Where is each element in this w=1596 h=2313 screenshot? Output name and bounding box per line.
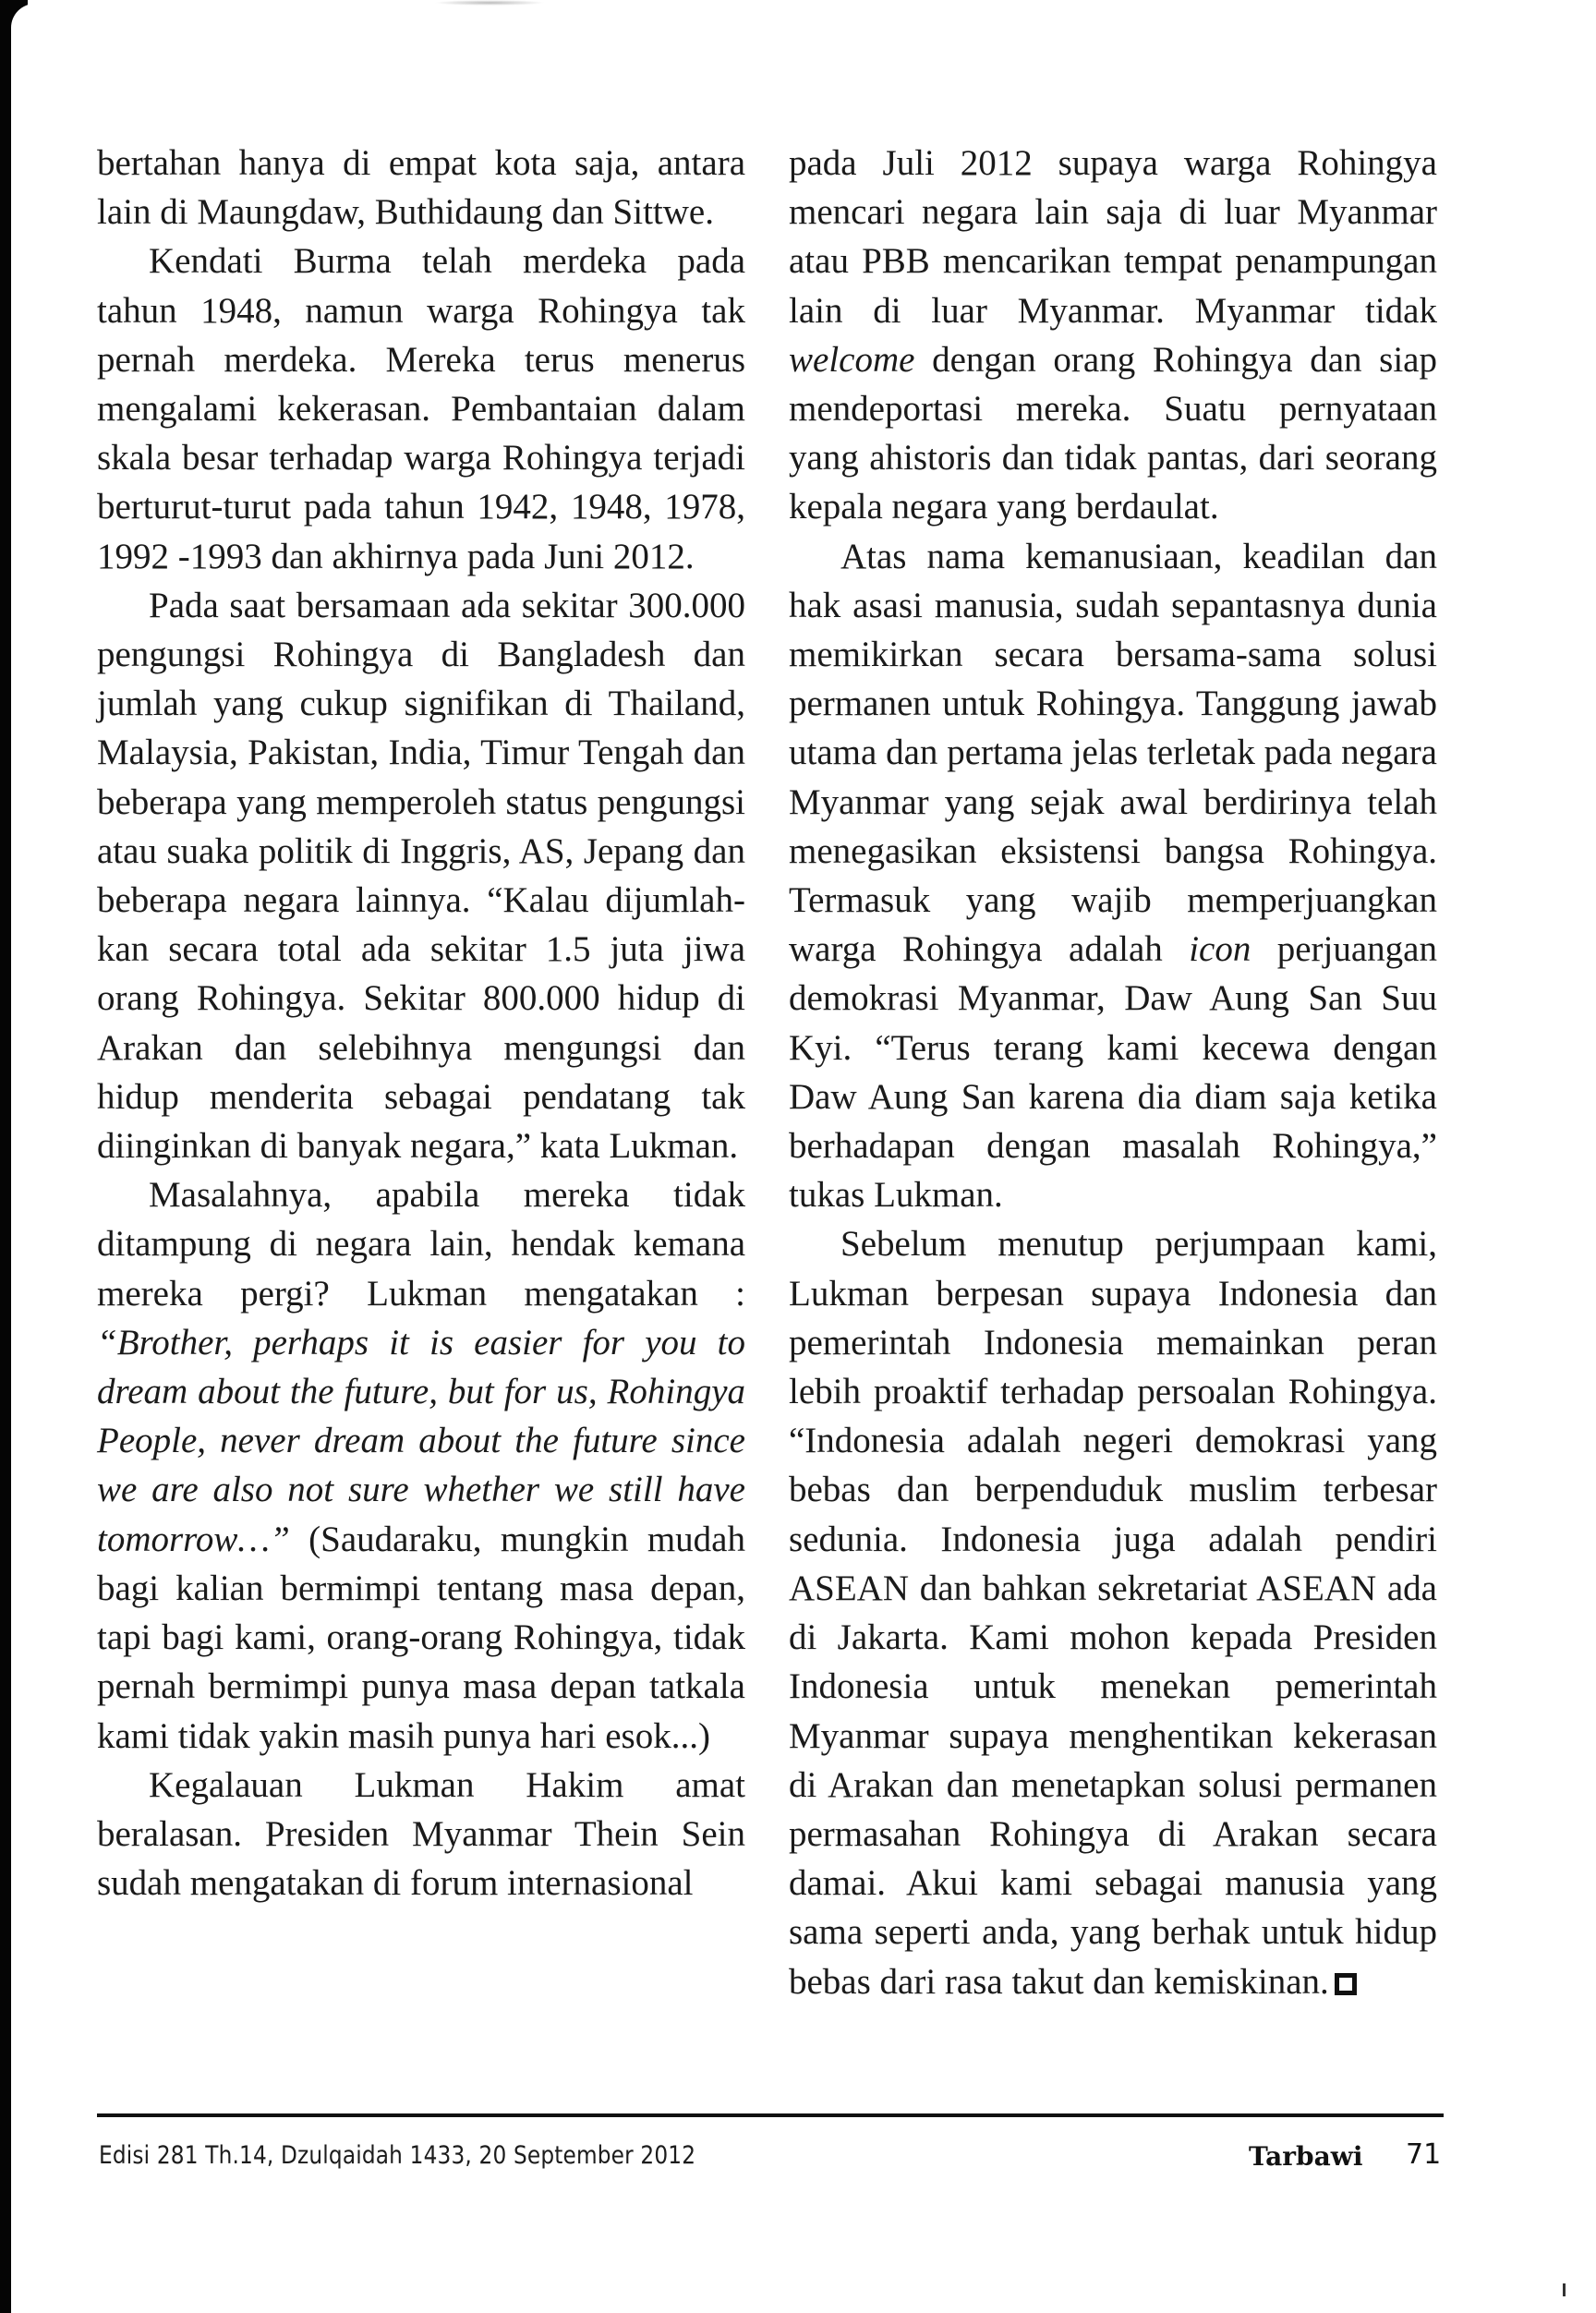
end-of-article-square-icon bbox=[1335, 1973, 1357, 1995]
paragraph: bertahan hanya di empat kota saja, antara lain di Maungdaw, Buthidaung dan Sittwe. bbox=[97, 143, 745, 233]
scan-mark bbox=[1563, 2283, 1566, 2296]
paragraph-text: Masalahnya, apabila mereka tidak ditampung di negara lain, hendak kemana mereka pergi? Lukman mengatakan : bbox=[97, 1175, 745, 1314]
paragraph: Kendati Burma telah merdeka pada tahun 1948, namun warga Rohingya tak pernah merdeka. Mereka terus menerus mengalami kekerasan. Pembantaian dalam skala besar terhadap warga Rohingya terjadi berturut-turut pada tahun 1942, 1948, 1978, 1992 -1993 dan akhirnya pada Juni 2012. bbox=[97, 241, 745, 576]
italic-term: welcome bbox=[789, 339, 915, 380]
paragraph-final bbox=[789, 1219, 1437, 2005]
footer-edition-info: Edisi 281 Th.14, Dzulqaidah 1433, 20 September 2012 bbox=[99, 2141, 696, 2170]
scan-border-left bbox=[0, 0, 11, 2313]
paragraph: Kegalauan Lukman Hakim amat beralasan. Presiden Myanmar Thein Sein sudah mengatakan di forum internasional bbox=[97, 1764, 745, 1904]
paragraph-text: perjuangan demokrasi Myanmar, Daw Aung San Suu Kyi. “Terus terang kami kecewa dengan Daw Aung San karena dia diam saja ketika berhadapan dengan masalah Rohingya,” tukas Lukman. bbox=[789, 929, 1437, 1216]
paragraph-text: Sebelum menutup perjumpaan kami, Lukman berpesan supaya Indonesia dan pemerintah Indonesia memainkan peran lebih proaktif terhadap persoalan Rohingya. “Indonesia adalah negeri demokrasi yang bebas dan berpenduduk muslim terbesar sedunia. Indonesia juga adalah pendiri ASEAN dan bahkan sekretariat ASEAN ada di Jakarta. Kami mohon kepada Presiden Indonesia untuk menekan pemerintah Myanmar supaya menghentikan kekerasan di Arakan dan menetapkan solusi permanen permasahan Rohingya di Arakan secara damai. Akui kami sebagai manusia yang sama seperti anda, yang berhak untuk hidup bebas dari rasa takut dan kemiskinan. bbox=[789, 1224, 1437, 2002]
paragraph-with-quote bbox=[97, 1170, 745, 1760]
article-column-left bbox=[97, 139, 745, 1907]
footer-magazine-name: Tarbawi bbox=[1249, 2141, 1363, 2172]
paragraph: Pada saat bersamaan ada sekitar 300.000 pengungsi Rohingya di Bangladesh dan jumlah yang cukup signifikan di Thailand, Malaysia, Pakistan, India, Timur Tengah dan beberapa yang memperoleh status pengungsi atau suaka politik di Inggris, AS, Jepang dan beberapa negara lainnya. “Kalau dijumlahkan secara total ada sekitar 1.5 juta jiwa orang Rohingya. Sekitar 800.000 hidup di Arakan dan selebihnya mengungsi dan hidup menderita sebagai pendatang tak diinginkan di banyak negara,” kata Lukman. bbox=[97, 585, 745, 1167]
paragraph-text: dengan orang Rohingya dan siap mendeportasi mereka. Suatu pernyataan yang ahistoris dan tidak pantas, dari seorang kepala negara yang berdaulat. bbox=[789, 339, 1437, 527]
page-number: 71 bbox=[1406, 2138, 1442, 2171]
article-column-right bbox=[789, 139, 1437, 2006]
scan-border-corner bbox=[0, 0, 28, 28]
paragraph bbox=[789, 139, 1437, 532]
paragraph-text: pada Juli 2012 supaya warga Rohingya mencari negara lain saja di luar Myanmar atau PBB mencarikan tempat penampungan lain di luar Myanmar. Myanmar tidak bbox=[789, 143, 1437, 331]
italic-term: icon bbox=[1189, 929, 1251, 970]
footer-divider bbox=[97, 2113, 1444, 2117]
scan-smudge bbox=[434, 0, 545, 6]
paragraph-text: (Saudaraku, mungkin mudah bagi kalian bermimpi tentang masa depan, tapi bagi kami, orang-orang Rohingya, tidak pernah bermimpi punya masa depan tatkala kami tidak yakin masih punya hari esok...) bbox=[97, 1519, 745, 1756]
english-quote: “Brother, perhaps it is easier for you to dream about the future, but for us, Rohingya People, never dream about the future since we are also not sure whether we still have tomorrow…” bbox=[97, 1322, 745, 1559]
paragraph bbox=[789, 532, 1437, 1220]
paragraph-text: Atas nama kemanusiaan, keadilan dan hak asasi manusia, sudah sepantasnya dunia memikirkan secara bersama-sama solusi permanen untuk Rohingya. Tanggung jawab utama dan pertama jelas terletak pada negara Myanmar yang sejak awal berdirinya telah menegasikan eksistensi bangsa Rohingya. Termasuk yang wajib memperjuangkan warga Rohingya adalah bbox=[789, 536, 1437, 970]
